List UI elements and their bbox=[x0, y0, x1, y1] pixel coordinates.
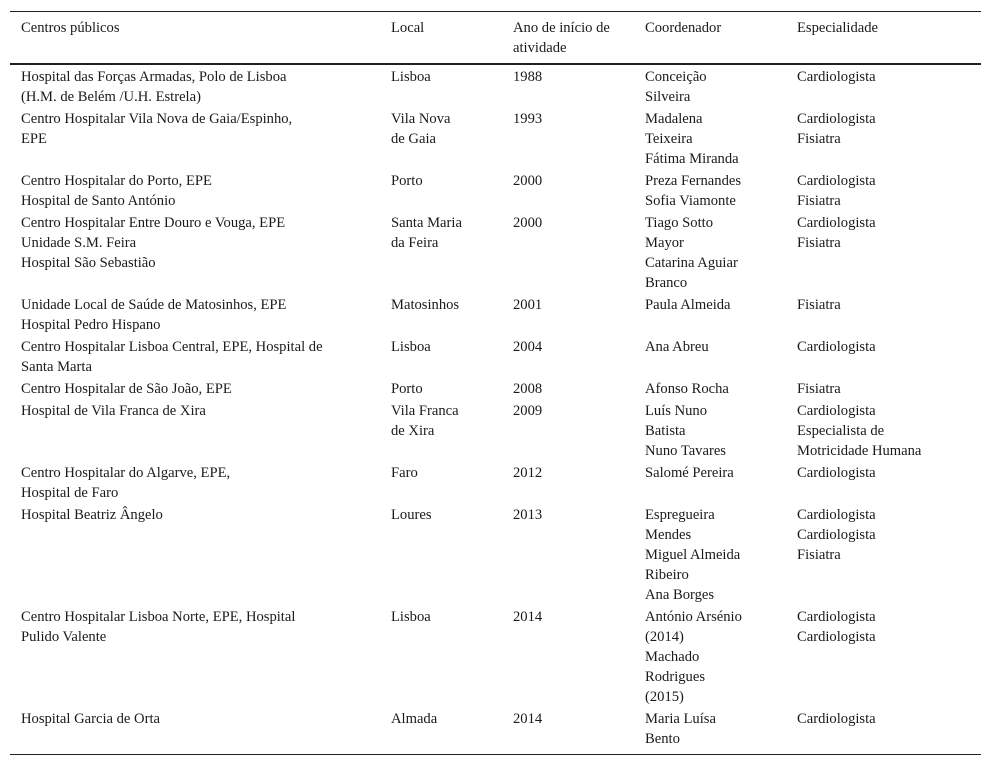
cell-centro bbox=[21, 171, 391, 211]
cell-coordenador-line: Afonso Rocha bbox=[645, 381, 729, 397]
cell-especialidade bbox=[797, 337, 981, 377]
cell-coordenador bbox=[645, 171, 797, 211]
cell-especialidade-line: Fisiatra bbox=[797, 131, 841, 147]
header-coordenador: Coordenador bbox=[645, 20, 722, 36]
header-ano: Ano de início de atividade bbox=[513, 20, 610, 56]
cell-centro bbox=[21, 709, 391, 749]
cell-local-line: da Feira bbox=[391, 235, 439, 251]
cell-centro-line: Santa Marta bbox=[21, 359, 92, 375]
table-row bbox=[10, 295, 981, 337]
cell-coordenador-line: Ana Abreu bbox=[645, 339, 709, 355]
cell-local bbox=[391, 379, 513, 399]
cell-especialidade bbox=[797, 213, 981, 293]
table-row bbox=[10, 379, 981, 401]
cell-especialidade-line: Cardiologista bbox=[797, 111, 876, 127]
cell-coordenador-line: Nuno Tavares bbox=[645, 443, 726, 459]
cell-centro bbox=[21, 379, 391, 399]
cell-coordenador bbox=[645, 67, 797, 107]
cell-coordenador-line: Espregueira bbox=[645, 507, 715, 523]
cell-local bbox=[391, 505, 513, 605]
cell-ano-value: 2008 bbox=[513, 381, 543, 397]
cell-coordenador bbox=[645, 213, 797, 293]
cell-coordenador-line: Miguel Almeida bbox=[645, 547, 741, 563]
cell-ano bbox=[513, 709, 645, 749]
cell-local bbox=[391, 463, 513, 503]
cell-centro-line: Centro Hospitalar Lisboa Norte, EPE, Hospital bbox=[21, 609, 296, 625]
cell-coordenador-line: Luís Nuno bbox=[645, 403, 708, 419]
cell-local-line: Matosinhos bbox=[391, 297, 460, 313]
cell-centro-line: Unidade S.M. Feira bbox=[21, 235, 137, 251]
cell-especialidade-line: Cardiologista bbox=[797, 465, 876, 481]
cell-centro bbox=[21, 607, 391, 707]
table-row bbox=[10, 709, 981, 754]
cell-ano-value: 2004 bbox=[513, 339, 543, 355]
cell-ano bbox=[513, 213, 645, 293]
cell-local bbox=[391, 171, 513, 211]
cell-especialidade bbox=[797, 709, 981, 749]
cell-especialidade bbox=[797, 463, 981, 503]
cell-coordenador-line: Sofia Viamonte bbox=[645, 193, 736, 209]
cell-coordenador-line: (2015) bbox=[645, 689, 684, 705]
table-row bbox=[10, 67, 981, 109]
cell-local-line: Santa Maria bbox=[391, 215, 462, 231]
cell-ano-value: 2009 bbox=[513, 403, 543, 419]
cell-coordenador-line: Ana Borges bbox=[645, 587, 715, 603]
cell-ano bbox=[513, 379, 645, 399]
cell-especialidade-line: Fisiatra bbox=[797, 297, 841, 313]
cell-especialidade-line: Cardiologista bbox=[797, 173, 876, 189]
table-row bbox=[10, 337, 981, 379]
cell-centro bbox=[21, 67, 391, 107]
cell-local-line: Lisboa bbox=[391, 609, 431, 625]
cell-coordenador-line: Paula Almeida bbox=[645, 297, 731, 313]
cell-centro-line: Centro Hospitalar Lisboa Central, EPE, Hospital de bbox=[21, 339, 323, 355]
cell-ano bbox=[513, 401, 645, 461]
cell-especialidade-line: Fisiatra bbox=[797, 547, 841, 563]
cell-ano-value: 1993 bbox=[513, 111, 543, 127]
cell-centro-line: EPE bbox=[21, 131, 47, 147]
cell-especialidade-line: Cardiologista bbox=[797, 69, 876, 85]
header-especialidade: Especialidade bbox=[797, 20, 879, 36]
cell-especialidade-line: Fisiatra bbox=[797, 381, 841, 397]
cell-coordenador-line: Machado bbox=[645, 649, 700, 665]
table-row bbox=[10, 171, 981, 213]
cell-especialidade-line: Cardiologista bbox=[797, 609, 876, 625]
cell-ano bbox=[513, 505, 645, 605]
cell-centro bbox=[21, 109, 391, 169]
cell-centro-line: Hospital Garcia de Orta bbox=[21, 711, 160, 727]
cell-centro-line: Hospital de Santo António bbox=[21, 193, 176, 209]
cell-ano-value: 2014 bbox=[513, 609, 543, 625]
cell-especialidade-line: Cardiologista bbox=[797, 711, 876, 727]
cell-centro-line: Hospital Pedro Hispano bbox=[21, 317, 161, 333]
cell-coordenador-line: Ribeiro bbox=[645, 567, 689, 583]
cell-coordenador-line: Bento bbox=[645, 731, 680, 747]
cell-local bbox=[391, 401, 513, 461]
cell-local-line: Porto bbox=[391, 381, 423, 397]
cell-coordenador bbox=[645, 709, 797, 749]
cell-especialidade-line: Fisiatra bbox=[797, 235, 841, 251]
centers-table bbox=[10, 11, 981, 755]
cell-centro-line: Unidade Local de Saúde de Matosinhos, EPE bbox=[21, 297, 287, 313]
cell-local-line: Loures bbox=[391, 507, 432, 523]
cell-coordenador-line: (2014) bbox=[645, 629, 684, 645]
cell-especialidade-line: Cardiologista bbox=[797, 339, 876, 355]
cell-centro bbox=[21, 463, 391, 503]
cell-coordenador bbox=[645, 505, 797, 605]
table-row bbox=[10, 213, 981, 295]
cell-ano bbox=[513, 463, 645, 503]
cell-centro-line: Centro Hospitalar do Algarve, EPE, bbox=[21, 465, 231, 481]
cell-ano-value: 2000 bbox=[513, 173, 543, 189]
cell-coordenador-line: Madalena bbox=[645, 111, 703, 127]
cell-local-line: Lisboa bbox=[391, 69, 431, 85]
table-body bbox=[10, 67, 981, 754]
cell-centro bbox=[21, 213, 391, 293]
cell-especialidade-line: Especialista de bbox=[797, 423, 885, 439]
cell-local bbox=[391, 709, 513, 749]
cell-ano-value: 2013 bbox=[513, 507, 543, 523]
table-row bbox=[10, 401, 981, 463]
cell-ano-value: 2001 bbox=[513, 297, 543, 313]
cell-especialidade-line: Fisiatra bbox=[797, 193, 841, 209]
cell-especialidade bbox=[797, 607, 981, 707]
cell-especialidade bbox=[797, 67, 981, 107]
cell-coordenador bbox=[645, 109, 797, 169]
header-centros: Centros públicos bbox=[21, 20, 120, 36]
cell-centro-line: Centro Hospitalar de São João, EPE bbox=[21, 381, 232, 397]
table-row bbox=[10, 109, 981, 171]
cell-local bbox=[391, 67, 513, 107]
cell-centro bbox=[21, 295, 391, 335]
cell-especialidade bbox=[797, 109, 981, 169]
cell-especialidade bbox=[797, 401, 981, 461]
cell-especialidade-line: Cardiologista bbox=[797, 527, 876, 543]
cell-especialidade-line: Cardiologista bbox=[797, 403, 876, 419]
cell-ano bbox=[513, 607, 645, 707]
cell-centro-line: Centro Hospitalar Vila Nova de Gaia/Espinho, bbox=[21, 111, 293, 127]
cell-local bbox=[391, 607, 513, 707]
cell-centro-line: Hospital de Faro bbox=[21, 485, 119, 501]
cell-centro-line: (H.M. de Belém /U.H. Estrela) bbox=[21, 89, 201, 105]
cell-centro bbox=[21, 337, 391, 377]
cell-centro-line: Hospital Beatriz Ângelo bbox=[21, 507, 163, 523]
cell-ano bbox=[513, 109, 645, 169]
cell-local-line: Vila Franca bbox=[391, 403, 459, 419]
table-row bbox=[10, 505, 981, 607]
cell-local-line: Vila Nova bbox=[391, 111, 451, 127]
table-row bbox=[10, 463, 981, 505]
header-local: Local bbox=[391, 20, 425, 36]
cell-coordenador-line: António Arsénio bbox=[645, 609, 742, 625]
cell-centro-line: Hospital das Forças Armadas, Polo de Lisboa bbox=[21, 69, 287, 85]
cell-especialidade-line: Cardiologista bbox=[797, 215, 876, 231]
table-header-row bbox=[10, 12, 981, 65]
cell-coordenador-line: Fátima Miranda bbox=[645, 151, 739, 167]
cell-especialidade-line: Cardiologista bbox=[797, 507, 876, 523]
cell-coordenador bbox=[645, 607, 797, 707]
cell-coordenador-line: Preza Fernandes bbox=[645, 173, 742, 189]
cell-coordenador-line: Catarina Aguiar bbox=[645, 255, 738, 271]
cell-coordenador-line: Conceição bbox=[645, 69, 707, 85]
cell-coordenador bbox=[645, 379, 797, 399]
cell-coordenador-line: Mayor bbox=[645, 235, 684, 251]
cell-coordenador bbox=[645, 295, 797, 335]
cell-local-line: de Gaia bbox=[391, 131, 436, 147]
cell-centro-line: Centro Hospitalar Entre Douro e Vouga, EPE bbox=[21, 215, 286, 231]
cell-coordenador bbox=[645, 463, 797, 503]
cell-local-line: de Xira bbox=[391, 423, 435, 439]
cell-coordenador-line: Tiago Sotto bbox=[645, 215, 713, 231]
cell-ano bbox=[513, 295, 645, 335]
cell-coordenador-line: Batista bbox=[645, 423, 686, 439]
cell-centro bbox=[21, 401, 391, 461]
cell-ano-value: 1988 bbox=[513, 69, 543, 85]
cell-coordenador-line: Branco bbox=[645, 275, 688, 291]
cell-centro bbox=[21, 505, 391, 605]
cell-ano bbox=[513, 67, 645, 107]
cell-coordenador-line: Mendes bbox=[645, 527, 692, 543]
cell-local-line: Lisboa bbox=[391, 339, 431, 355]
cell-local bbox=[391, 337, 513, 377]
cell-especialidade bbox=[797, 379, 981, 399]
cell-centro-line: Hospital São Sebastião bbox=[21, 255, 156, 271]
cell-coordenador-line: Maria Luísa bbox=[645, 711, 716, 727]
cell-ano-value: 2000 bbox=[513, 215, 543, 231]
cell-coordenador-line: Teixeira bbox=[645, 131, 693, 147]
cell-especialidade-line: Motricidade Humana bbox=[797, 443, 922, 459]
cell-especialidade bbox=[797, 171, 981, 211]
cell-local bbox=[391, 213, 513, 293]
cell-especialidade bbox=[797, 295, 981, 335]
cell-coordenador-line: Salomé Pereira bbox=[645, 465, 734, 481]
cell-ano-value: 2012 bbox=[513, 465, 543, 481]
cell-ano-value: 2014 bbox=[513, 711, 543, 727]
cell-coordenador bbox=[645, 401, 797, 461]
cell-local-line: Almada bbox=[391, 711, 438, 727]
table-row bbox=[10, 607, 981, 709]
cell-centro-line: Pulido Valente bbox=[21, 629, 107, 645]
cell-centro-line: Hospital de Vila Franca de Xira bbox=[21, 403, 206, 419]
cell-coordenador bbox=[645, 337, 797, 377]
cell-coordenador-line: Silveira bbox=[645, 89, 691, 105]
cell-ano bbox=[513, 171, 645, 211]
cell-local-line: Faro bbox=[391, 465, 418, 481]
cell-coordenador-line: Rodrigues bbox=[645, 669, 705, 685]
cell-local-line: Porto bbox=[391, 173, 423, 189]
cell-centro-line: Centro Hospitalar do Porto, EPE bbox=[21, 173, 212, 189]
cell-especialidade-line: Cardiologista bbox=[797, 629, 876, 645]
cell-especialidade bbox=[797, 505, 981, 605]
cell-local bbox=[391, 109, 513, 169]
cell-local bbox=[391, 295, 513, 335]
cell-ano bbox=[513, 337, 645, 377]
